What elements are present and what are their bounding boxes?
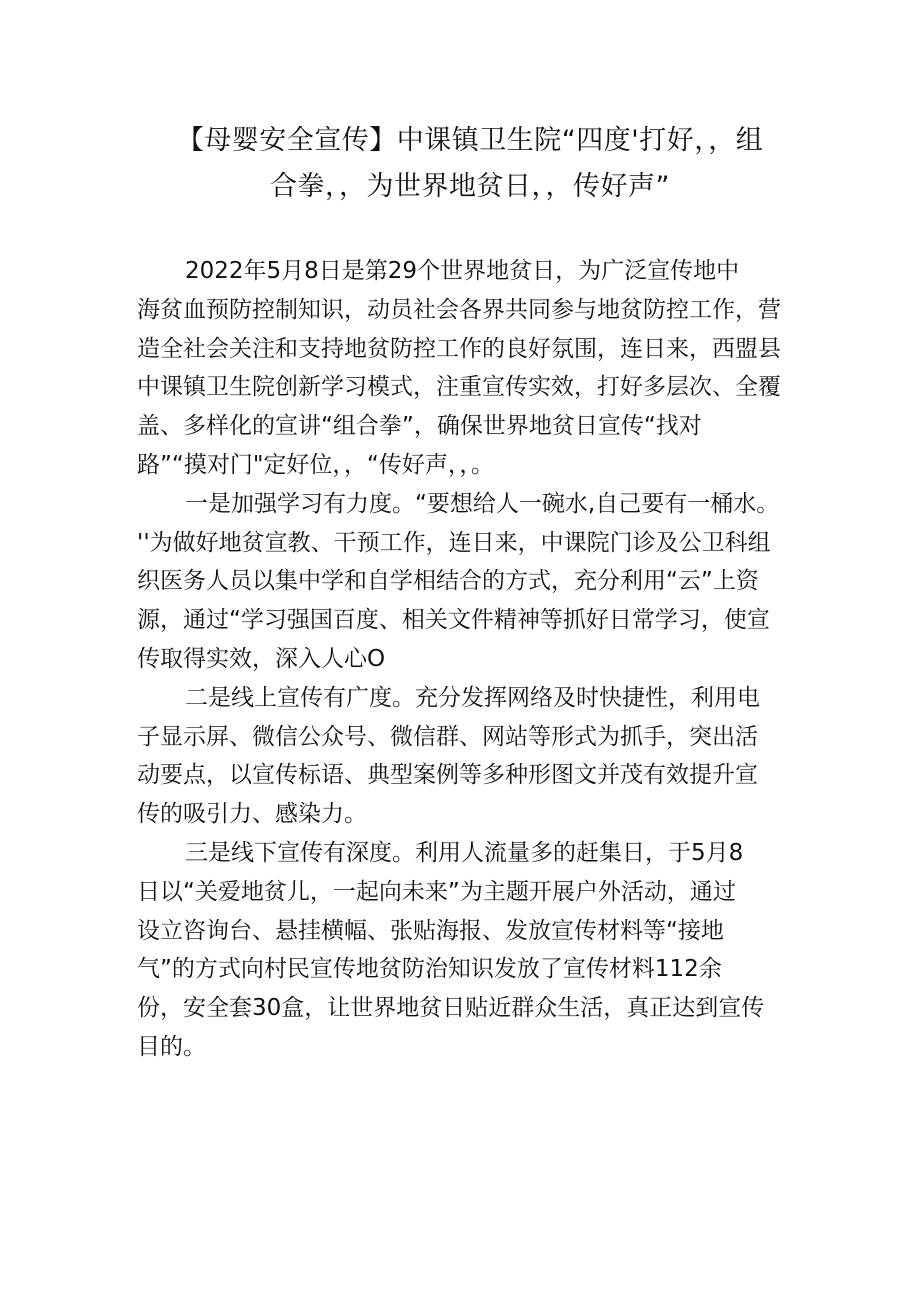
text-line: 目的。 [137,1033,206,1060]
text-line: 气”的方式向村民宣传地贫防治知识发放了宣传材料112余 [137,956,722,983]
text-line: 中课镇卫生院创新学习模式，注重宣传实效，打好多层次、全覆 [137,374,781,401]
text-line: 造全社会关注和支持地贫防控工作的良好氛围，连日来，西盟县 [137,335,781,362]
text-line: 动要点，以宣传标语、典型案例等多种形图文并茂有效提升宣 [137,762,758,789]
text-line: 海贫血预防控制知识，动员社会各界共同参与地贫防控工作，营 [137,296,781,323]
text-line: 子显示屏、微信公众号、微信群、网站等形式为抓手，突出活 [137,723,758,750]
text-line: 二是线上宣传有广度。充分发挥网络及时快捷性，利用电 [185,684,760,711]
text-line: 传取得实效，深入人心O [137,645,386,672]
document-title [120,118,820,210]
text-line: 2022年5月8日是第29个世界地贫日，为广泛宣传地中 [185,258,740,284]
text-line: 织医务人员以集中学和自学相结合的方式，充分利用“云”上资 [137,568,759,595]
paragraph-intro [137,252,787,485]
text-line: 一是加强学习有力度。“要想给人一碗水,自己要有一桶水。 [185,490,780,517]
text-line: 份，安全套30盒，让世界地贫日贴近群众生活，真正达到宣传 [137,995,765,1022]
text-line: ''为做好地贫宣教、干预工作，连日来，中课院门诊及公卫科组 [137,529,771,556]
text-line: 设立咨询台、悬挂横幅、张贴海报、发放宣传材料等“接地 [137,917,724,944]
text-line: 源，通过“学习强国百度、相关文件精神等抓好日常学习，使宣 [137,607,770,634]
text-line: 路”“摸对门"定好位，，“传好声，，。 [137,451,494,478]
document-body [137,252,787,1067]
paragraph-offline [137,834,787,1067]
text-line: 三是线下宣传有深度。利用人流量多的赶集日，于5月8 [185,839,744,866]
text-line: 盖、多样化的宣讲“组合拳”，确保世界地贫日宣传“找对 [137,413,702,440]
text-line: 传的吸引力、感染力。 [137,801,367,828]
text-line: 日以“关爱地贫儿，一起向未来”为主题开展户外活动，通过 [137,878,736,905]
title-line: 【母婴安全宣传】中课镇卫生院“四度'打好，，组 [176,125,764,156]
title-line: 合拳，，为世界地贫日，，传好声” [270,171,670,202]
paragraph-online [137,679,787,834]
paragraph-study [137,485,787,679]
